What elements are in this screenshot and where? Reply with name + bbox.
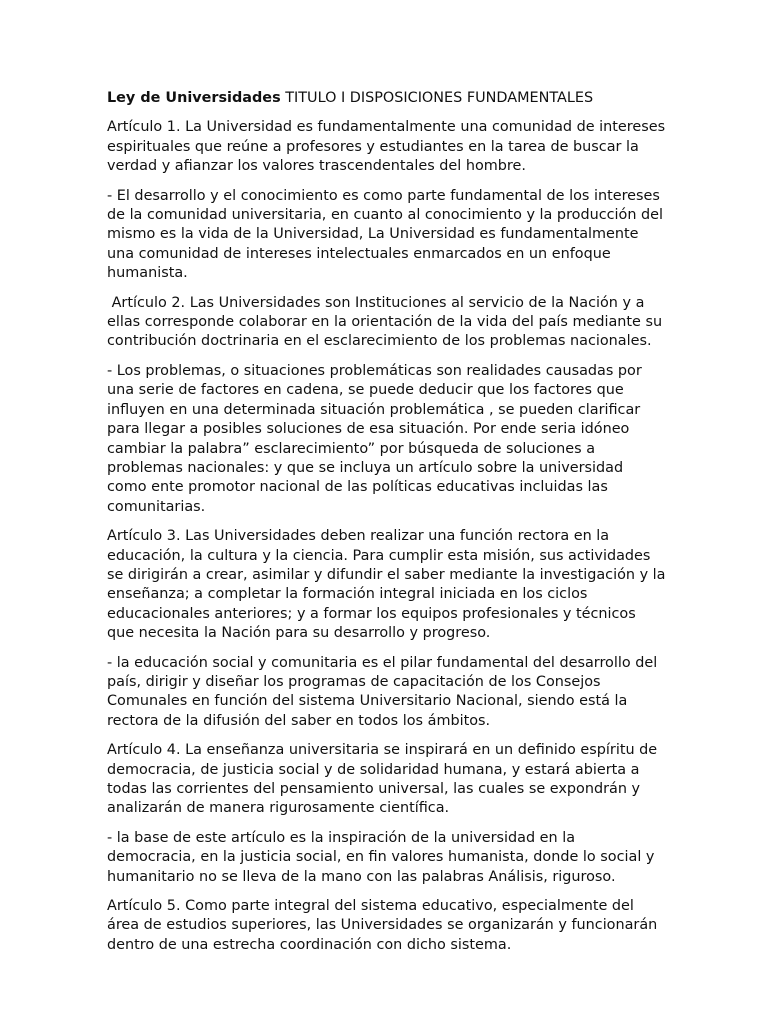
paragraph-articulo-3: Artículo 3. Las Universidades deben realizar una función rectora en la educación, la cultura y la ciencia. Para cumplir esta misión, sus actividades se dirigirán a crear, asimilar y difundir el saber mediante la investigación y la enseñanza; a completar la formación integral iniciada en los ciclos educacionales anteriores; y a formar los equipos profesionales y técnicos que necesita la Nación para su desarrollo y progreso. [107, 528, 666, 642]
paragraph-articulo-1: Artículo 1. La Universidad es fundamentalmente una comunidad de intereses espirituales que reúne a profesores y estudiantes en la tarea de buscar la verdad y afianzar los valores trascendentales del hombre. [107, 119, 666, 175]
title-bold: Ley de Universidades [107, 90, 281, 106]
paragraph-comment-2: - Los problemas, o situaciones problemáticas son realidades causadas por una serie de factores en cadena, se puede deducir que los factores que influyen en una determinada situación problemática , se pueden clarificar para llegar a posibles soluciones de esa situación. Por ende seria idóneo cambiar la palabra” esclarecimiento” por búsqueda de soluciones a problemas nacionales: y que se incluya un artículo sobre la universidad como ente promotor nacional de las políticas educativas incluidas las comunitarias. [107, 362, 642, 515]
paragraph-comment-1: - El desarrollo y el conocimiento es como parte fundamental de los intereses de la comunidad universitaria, en cuanto al conocimiento y la producción del mismo es la vida de la Universidad, La Universidad es fundamentalmente una comunidad de intereses intelectuales enmarcados en un enfoque humanista. [107, 187, 664, 282]
paragraph-articulo-4: Artículo 4. La enseñanza universitaria se inspirará en un definido espíritu de democracia, de justicia social y de solidaridad humana, y estará abierta a todas las corrientes del pensamiento universal, las cuales se expondrán y analizarán de manera rigurosamente científica. [107, 742, 658, 817]
paragraph-comment-3: - la educación social y comunitaria es el pilar fundamental del desarrollo del país, dirigir y diseñar los programas de capacitación de los Consejos Comunales en función del sistema Universitario Nacional, siendo está la rectora de la difusión del saber en todos los ámbitos. [107, 654, 658, 729]
paragraph-articulo-5: Artículo 5. Como parte integral del sistema educativo, especialmente del área de estudios superiores, las Universidades se organizarán y funcionarán dentro de una estrecha coordinación con dicho sistema. [107, 898, 658, 953]
paragraph-comment-4: - la base de este artículo es la inspiración de la universidad en la democracia, en la justicia social, en fin valores humanista, donde lo social y humanitario no se lleva de la mano con las palabras Análisis, riguroso. [107, 829, 655, 885]
document-page [107, 89, 667, 965]
title-rest: TITULO I DISPOSICIONES FUNDAMENTALES [280, 90, 594, 106]
document-title [107, 89, 667, 108]
paragraph-articulo-2: Artículo 2. Las Universidades son Instituciones al servicio de la Nación y a ellas corresponde colaborar en la orientación de la vida del país mediante su contribución doctrinaria en el esclarecimiento de los problemas nacionales. [107, 294, 667, 350]
